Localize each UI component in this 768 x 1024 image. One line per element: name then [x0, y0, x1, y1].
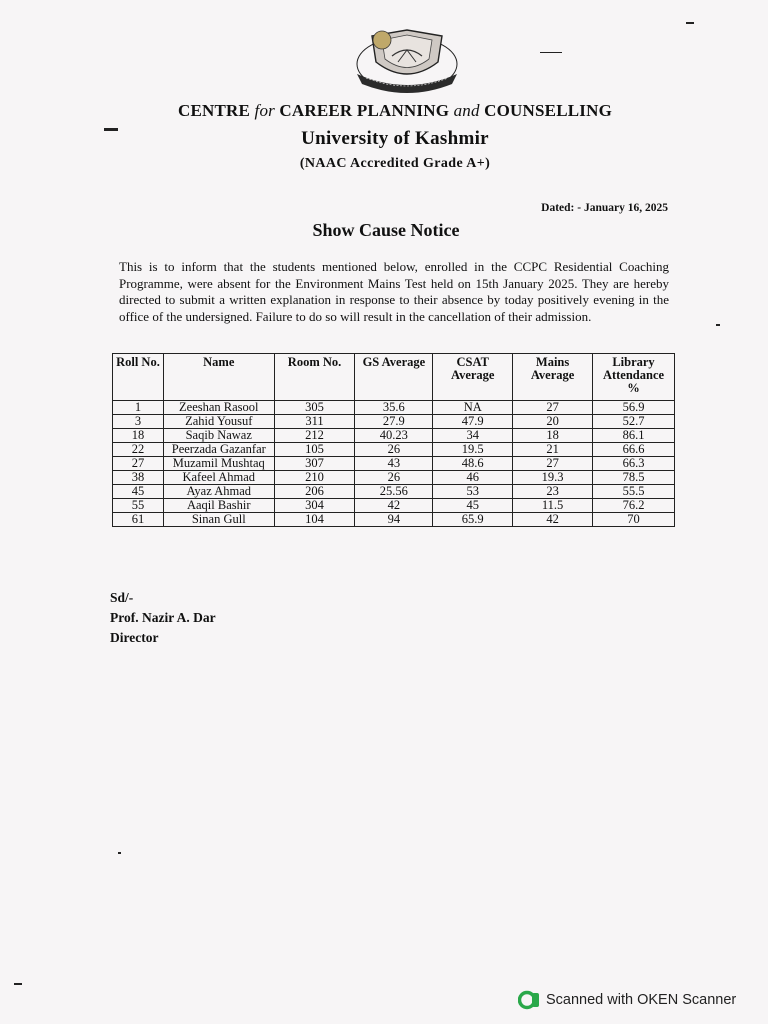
table-cell: 20 [513, 415, 593, 429]
table-cell: 19.5 [433, 443, 513, 457]
table-cell: 70 [593, 513, 675, 527]
table-cell: 42 [513, 513, 593, 527]
signature-block [110, 588, 216, 648]
table-cell: 86.1 [593, 429, 675, 443]
table-cell: 55.5 [593, 485, 675, 499]
notice-date: Dated: - January 16, 2025 [541, 202, 668, 214]
centre-name-and: and [453, 101, 480, 120]
scan-mark [14, 983, 22, 985]
centre-name-part3: COUNSELLING [484, 101, 612, 120]
table-cell: 43 [355, 457, 433, 471]
notice-title: Show Cause Notice [312, 220, 460, 240]
table-cell: 76.2 [593, 499, 675, 513]
table-cell: 61 [113, 513, 164, 527]
scan-mark [716, 324, 720, 326]
signature-sd: Sd/- [110, 590, 134, 605]
table-cell: 305 [274, 401, 355, 415]
table-cell: 56.9 [593, 401, 675, 415]
table-cell: 45 [113, 485, 164, 499]
table-row [113, 513, 675, 527]
table-cell: 212 [274, 429, 355, 443]
table-cell: 11.5 [513, 499, 593, 513]
centre-heading [0, 101, 768, 121]
table-cell: 47.9 [433, 415, 513, 429]
table-cell: 22 [113, 443, 164, 457]
university-seal-icon [352, 26, 462, 96]
scan-mark [540, 52, 562, 53]
table-cell: 27 [113, 457, 164, 471]
university-name: University of Kashmir [301, 128, 489, 149]
table-cell: 21 [513, 443, 593, 457]
column-header: Name [163, 354, 274, 401]
table-cell: 210 [274, 471, 355, 485]
table-cell: 46 [433, 471, 513, 485]
table-cell: 307 [274, 457, 355, 471]
signatory-name: Prof. Nazir A. Dar [110, 610, 216, 625]
scan-mark [118, 852, 121, 854]
table-cell: 40.23 [355, 429, 433, 443]
table-cell: 104 [274, 513, 355, 527]
table-cell: 311 [274, 415, 355, 429]
table-cell: 26 [355, 443, 433, 457]
table-cell: 304 [274, 499, 355, 513]
table-cell: Muzamil Mushtaq [163, 457, 274, 471]
table-cell: 48.6 [433, 457, 513, 471]
table-row [113, 429, 675, 443]
table-cell: NA [433, 401, 513, 415]
oken-scanner-icon [518, 990, 540, 1010]
accreditation-line: (NAAC Accredited Grade A+) [299, 156, 491, 171]
students-table [112, 353, 675, 527]
table-cell: Saqib Nawaz [163, 429, 274, 443]
column-header: GS Average [355, 354, 433, 401]
table-cell: 3 [113, 415, 164, 429]
table-cell: Aaqil Bashir [163, 499, 274, 513]
table-row [113, 485, 675, 499]
table-row [113, 457, 675, 471]
table-cell: 23 [513, 485, 593, 499]
table-cell: 65.9 [433, 513, 513, 527]
table-row [113, 415, 675, 429]
table-cell: 78.5 [593, 471, 675, 485]
table-cell: Zahid Yousuf [163, 415, 274, 429]
scan-mark [686, 22, 694, 24]
table-row [113, 499, 675, 513]
centre-name-for: for [254, 101, 275, 120]
table-cell: 206 [274, 485, 355, 499]
table-cell: 66.6 [593, 443, 675, 457]
table-cell: Zeeshan Rasool [163, 401, 274, 415]
table-cell: 94 [355, 513, 433, 527]
signatory-designation: Director [110, 630, 159, 645]
column-header: Mains Average [513, 354, 593, 401]
column-header: CSAT Average [433, 354, 513, 401]
table-header-row [113, 354, 675, 401]
table-cell: 66.3 [593, 457, 675, 471]
table-cell: 52.7 [593, 415, 675, 429]
table-cell: 42 [355, 499, 433, 513]
table-cell: 26 [355, 471, 433, 485]
table-cell: 55 [113, 499, 164, 513]
column-header: Roll No. [113, 354, 164, 401]
table-cell: Ayaz Ahmad [163, 485, 274, 499]
table-cell: 18 [513, 429, 593, 443]
table-cell: 19.3 [513, 471, 593, 485]
table-cell: 27.9 [355, 415, 433, 429]
notice-body: This is to inform that the students mentioned below, enrolled in the CCPC Residential Coaching Programme, were absent for the Environment Mains Test held on 15th January 2025. They are hereby directed to submit a written explanation in response to their absence by today positively evening in the office of the undersigned. Failure to do so will result in the cancellation of their admission. [119, 259, 669, 324]
table-cell: 105 [274, 443, 355, 457]
table-cell: 45 [433, 499, 513, 513]
table-body [113, 401, 675, 527]
table-cell: 27 [513, 457, 593, 471]
column-header: Library Attendance % [593, 354, 675, 401]
centre-name-part1: CENTRE [178, 101, 251, 120]
table-cell: Sinan Gull [163, 513, 274, 527]
table-cell: 18 [113, 429, 164, 443]
column-header: Room No. [274, 354, 355, 401]
table-row [113, 401, 675, 415]
table-cell: Kafeel Ahmad [163, 471, 274, 485]
table-row [113, 471, 675, 485]
table-cell: 35.6 [355, 401, 433, 415]
table-cell: 38 [113, 471, 164, 485]
scanner-watermark [518, 990, 736, 1010]
table-cell: 1 [113, 401, 164, 415]
scan-mark [104, 128, 118, 131]
centre-name-part2: CAREER PLANNING [279, 101, 450, 120]
table-cell: Peerzada Gazanfar [163, 443, 274, 457]
table-cell: 25.56 [355, 485, 433, 499]
table-row [113, 443, 675, 457]
table-cell: 27 [513, 401, 593, 415]
table-cell: 53 [433, 485, 513, 499]
scanner-text: Scanned with OKEN Scanner [546, 991, 737, 1008]
table-cell: 34 [433, 429, 513, 443]
